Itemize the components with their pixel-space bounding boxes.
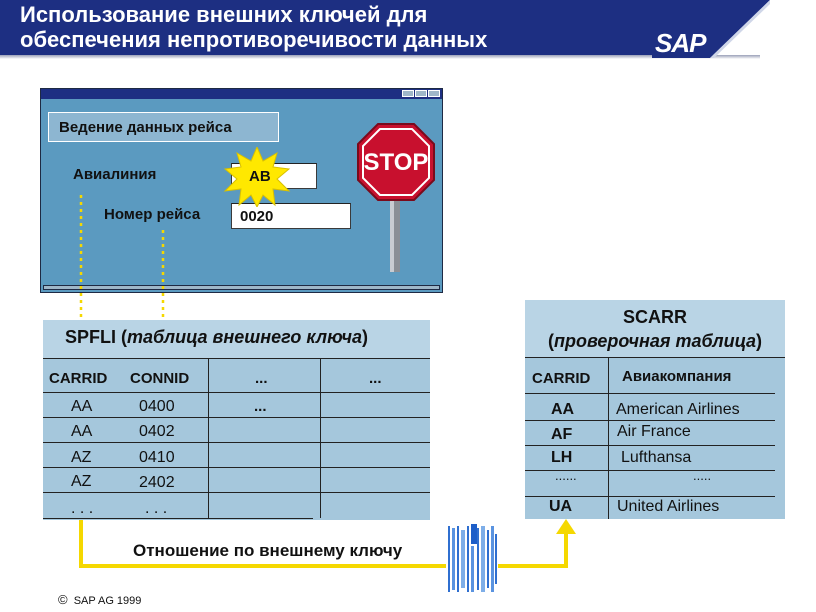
table-cell: .....: [693, 468, 712, 483]
table-cell: United Airlines: [617, 498, 720, 515]
table-cell: AA: [71, 423, 93, 440]
stop-sign-text: STOP: [363, 149, 429, 176]
table-cell: American Airlines: [616, 401, 740, 418]
header-shadow: [0, 55, 760, 59]
divider: [43, 417, 430, 418]
close-button[interactable]: [428, 90, 440, 97]
column-header: CARRID: [49, 370, 108, 387]
spfli-title-prefix: SPFLI (: [65, 327, 127, 347]
table-cell: Lufthansa: [621, 449, 692, 466]
divider: [525, 445, 775, 446]
flight-number-label: Номер рейса: [104, 206, 201, 223]
copyright-icon: ©: [58, 592, 68, 607]
table-cell: LH: [551, 449, 573, 466]
scarr-title: SCARR: [622, 307, 687, 327]
column-header: ...: [255, 370, 268, 387]
slide-title: Использование внешних ключей для обеспечения непротиворечивости данных: [20, 2, 488, 52]
table-cell: AZ: [71, 473, 92, 490]
dialog-status-bar: [43, 285, 440, 290]
table-cell: ......: [555, 468, 577, 483]
scarr-subtitle-prefix: (: [547, 331, 554, 351]
copyright-text: SAP AG 1999: [73, 595, 142, 607]
sap-logo-text: SAP: [655, 28, 706, 58]
dialog-header-box: [48, 112, 279, 142]
spfli-title-suffix: ): [362, 327, 369, 347]
divider: [525, 420, 775, 421]
scarr-table: [525, 300, 785, 519]
copyright-notice: [58, 592, 141, 607]
divider: [43, 358, 430, 359]
table-cell: AF: [551, 426, 573, 443]
divider: [608, 357, 609, 519]
spfli-table: [43, 320, 430, 520]
dialog-titlebar: [41, 89, 442, 99]
table-cell: UA: [549, 498, 573, 515]
maximize-button[interactable]: [415, 90, 427, 97]
relationship-label: Отношение по внешнему ключу: [133, 541, 403, 560]
stop-sign-icon: [356, 122, 436, 272]
divider: [43, 442, 430, 443]
column-header: Авиакомпания: [622, 368, 732, 385]
airline-value: AB: [249, 168, 271, 185]
divider: [43, 392, 430, 393]
slide-header: [0, 0, 770, 58]
table-cell: AZ: [71, 449, 92, 466]
flight-number-value: 0020: [240, 208, 274, 225]
scarr-subtitle-suffix: ): [756, 331, 762, 351]
divider: [43, 467, 430, 468]
minimize-button[interactable]: [402, 90, 414, 97]
table-cell: 2402: [139, 474, 175, 491]
table-cell: AA: [71, 398, 93, 415]
table-cell: . . .: [145, 500, 168, 517]
spfli-title-italic: таблица внешнего ключа: [127, 327, 363, 347]
scarr-subtitle: [525, 331, 785, 352]
table-cell: 0400: [139, 398, 175, 415]
column-header: CONNID: [130, 370, 190, 387]
divider: [43, 492, 430, 493]
spfli-title: [65, 327, 368, 348]
divider: [525, 496, 775, 497]
relationship-line-right: [498, 532, 566, 566]
divider: [320, 358, 321, 518]
table-cell: AA: [551, 401, 575, 418]
table-cell: . . .: [71, 500, 94, 517]
table-cell: ...: [254, 398, 267, 415]
column-header: CARRID: [532, 370, 591, 387]
table-cell: Air France: [617, 423, 691, 440]
divider: [43, 518, 313, 519]
table-cell: 0402: [139, 423, 175, 440]
relationship-arrowhead: [556, 519, 576, 534]
dialog-title: Ведение данных рейса: [59, 119, 232, 136]
divider: [525, 393, 775, 394]
airline-label: Авиалиния: [73, 166, 157, 183]
foreign-key-graphic-icon: [446, 524, 498, 594]
column-header: ...: [369, 370, 382, 387]
divider: [208, 358, 209, 518]
scarr-subtitle-italic: проверочная таблица: [553, 331, 756, 351]
table-cell: 0410: [139, 449, 175, 466]
divider: [525, 357, 785, 358]
